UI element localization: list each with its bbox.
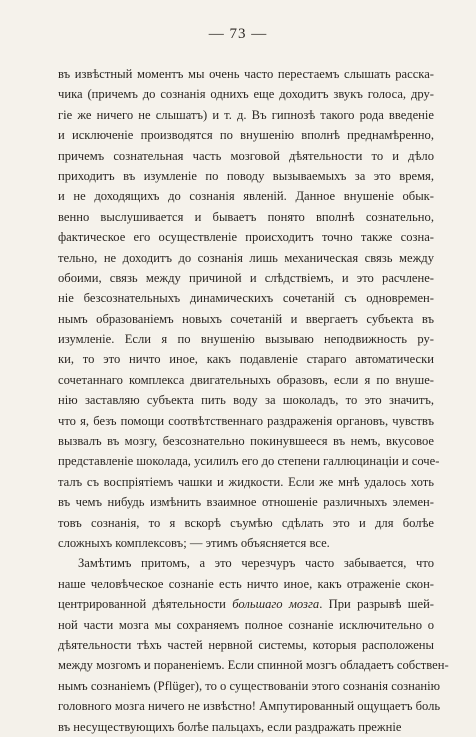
- text-line: тельно, не доходитъ до сознанія лишь механическая связь между: [58, 250, 434, 265]
- text-line: ніе безсознательныхъ динамическихъ сочетаній съ одновремен-: [58, 291, 434, 306]
- text-line: и исключеніе производятся по внушенію вполнѣ преднамѣренно,: [58, 128, 434, 143]
- paragraph: [58, 553, 449, 737]
- text-line: между мозгомъ и пораненіемъ. Если спинной мозгъ обладаетъ собствен-: [58, 658, 449, 673]
- emphasized-term: большаго мозга: [232, 597, 320, 612]
- text-line: въ несуществующихъ болѣе пальцахъ, если раздражать прежніе: [58, 719, 402, 734]
- text-line: фактическое его осуществленіе происходитъ точно также созна-: [58, 230, 434, 245]
- body-text: [58, 64, 449, 737]
- text-line: ки, то это ничто иное, какъ подавленіе стараго автоматически: [58, 352, 434, 367]
- text-line: приходитъ въ изумленіе по поводу вызываемыхъ за это время,: [58, 168, 434, 183]
- text-line: вызвалъ въ мозгу, безсознательно покинувшееся въ немъ, вкусовое: [58, 434, 434, 449]
- text-line: центрированной дѣятельности большаго мозга. При разрывѣ шей-: [58, 597, 434, 612]
- text-line: товъ сознанія, то я вскорѣ съумѣю сдѣлать это и для болѣе: [58, 515, 434, 530]
- text-line: въ чемъ нибудь измѣнить взаимное отношеніе различныхъ элемен-: [58, 495, 434, 510]
- text-line: наше человѣческое сознаніе есть ничто иное, какъ отраженіе скон-: [58, 576, 434, 591]
- text-line: причемъ сознательная часть мозговой дѣятельности то и дѣло: [58, 148, 434, 163]
- text-line: сложныхъ комплексовъ; — этимъ объясняется все.: [58, 535, 330, 550]
- text-line: что я, безъ помощи соотвѣтственнаго раздраженія органовъ, чувствъ: [58, 413, 434, 428]
- text-line: венно выслушивается и бываетъ понято вполнѣ сознательно,: [58, 209, 434, 224]
- paragraph: [58, 64, 440, 553]
- page-number: — 73 —: [208, 26, 268, 42]
- text-line: нію заставляю субъекта пить воду за шоколадъ, то это значитъ,: [58, 393, 434, 408]
- text-line: обоими, связь между причиной и слѣдствіемъ, и это расчлене-: [58, 270, 434, 285]
- text-line: чика (причемъ до сознанія однихъ еще доходитъ звукъ голоса, дру-: [58, 87, 434, 102]
- text-line: представленіе шоколада, усилилъ его до степени галлюцинаціи и соче-: [58, 454, 440, 469]
- text-line: и не доходящихъ до сознанія явленій. Данное внушеніе обык-: [58, 189, 434, 204]
- text-line: въ извѣстный моментъ мы очень часто перестаемъ слышать расска-: [58, 67, 434, 81]
- text-line: нымъ образованіемъ новыхъ сочетаній и ввергаетъ субъекта въ: [58, 311, 434, 326]
- text-line: нымъ сознаніемъ (Pflüger), то о существованіи этого сознанія сознанію: [58, 678, 441, 693]
- text-line: головного мозга ничего не извѣстно! Ампутированный ощущаетъ боль: [58, 699, 441, 714]
- text-line: сочетаннаго комплекса двигательныхъ образовъ, если я по внуше-: [58, 372, 434, 387]
- text-line: гіе же ничего не слышатъ) и т. д. Въ гипнозѣ такого рода введеніе: [58, 107, 434, 122]
- text-line: изумленіе. Если я по внушенію вызываю неподвижность ру-: [58, 332, 434, 347]
- text-line: дѣятельности тѣхъ частей нервной системы, которыя расположены: [58, 637, 434, 652]
- text-line: талъ съ воспріятіемъ чашки и жидкости. Если же мнѣ удалось хоть: [58, 474, 434, 489]
- text-line: Замѣтимъ притомъ, а это черезчуръ часто забывается, что: [78, 556, 434, 571]
- text-line: ной части мозга мы сохраняемъ полное сознаніе исключительно о: [58, 617, 434, 632]
